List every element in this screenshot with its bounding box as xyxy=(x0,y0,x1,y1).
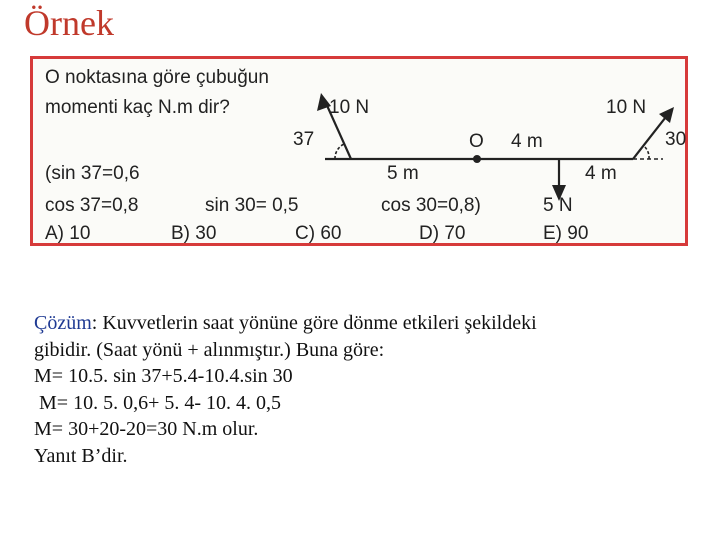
solution-line-6: Yanıt B’dir. xyxy=(34,444,128,467)
solution-line-4: M= 10. 5. 0,6+ 5. 4- 10. 4. 0,5 xyxy=(34,391,282,414)
angle-left-label: 37 xyxy=(293,129,315,150)
given-sin37: (sin 37=0,6 xyxy=(45,163,140,184)
force-right-label: 10 N xyxy=(606,97,647,118)
angle-right-label: 30 xyxy=(665,129,687,150)
given-cos30: cos 30=0,8) xyxy=(381,195,481,216)
solution-text xyxy=(34,310,694,469)
distance-left-label: 5 m xyxy=(387,163,419,184)
question-line-1: O noktasına göre çubuğun xyxy=(45,67,269,88)
force-left-label: 10 N xyxy=(329,97,370,118)
solution-label: Çözüm xyxy=(34,312,92,334)
distance-right-label: 4 m xyxy=(585,163,617,184)
given-sin30: sin 30= 0,5 xyxy=(205,195,299,216)
option-d: D) 70 xyxy=(419,223,466,244)
solution-line-1 xyxy=(34,310,694,337)
force-down-label: 5 N xyxy=(543,195,573,216)
force-right-arrow-shaft xyxy=(633,113,669,159)
solution-line-2: gibidir. (Saat yönü + alınmıştır.) Buna göre: xyxy=(34,338,385,361)
option-c: C) 60 xyxy=(295,223,342,244)
angle-left-arc xyxy=(335,144,344,159)
option-a: A) 10 xyxy=(45,223,91,244)
solution-line-3: M= 10.5. sin 37+5.4-10.4.sin 30 xyxy=(34,365,293,387)
option-b: B) 30 xyxy=(171,223,217,244)
point-o-dot xyxy=(473,155,481,163)
option-e: E) 90 xyxy=(543,223,589,244)
question-line-2: momenti kaç N.m dir? xyxy=(45,97,230,118)
angle-right-arc xyxy=(644,146,649,159)
distance-o-label: 4 m xyxy=(511,131,543,152)
given-cos37: cos 37=0,8 xyxy=(45,195,139,216)
problem-box xyxy=(30,56,688,246)
force-right-arrowhead xyxy=(659,107,674,123)
slide-title: Örnek xyxy=(24,3,114,43)
point-o-label: O xyxy=(469,131,484,152)
solution-line-5: M= 30+20-20=30 N.m olur. xyxy=(34,418,259,440)
solution-line-1-rest: : Kuvvetlerin saat yönüne göre dönme etkileri şekildeki xyxy=(91,312,537,334)
